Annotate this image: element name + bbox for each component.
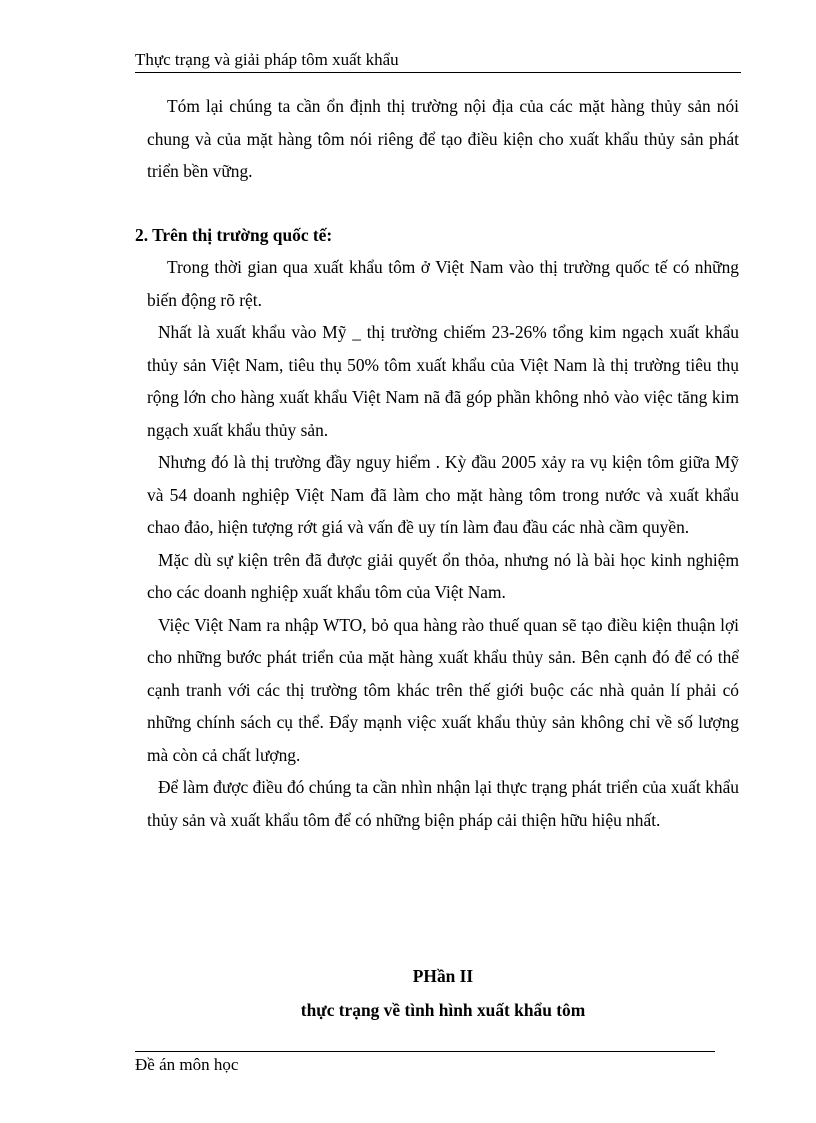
part-number: PHần II [412,966,474,986]
part-title: thực trạng về tình hình xuất khẩu tôm [300,1000,586,1020]
body-paragraph-5: Việc Việt Nam ra nhập WTO, bỏ qua hàng rào thuế quan sẽ tạo điều kiện thuận lợi cho những bước phát triển của mặt hàng xuất khẩu thủy sản. Bên cạnh đó để có thể cạnh tranh với các thị trường tôm khác trên thế giới buộc các nhà quản lí phải có những chính sách cụ thể. Đẩy mạnh việc xuất khẩu thủy sản không chỉ về số lượng mà còn cả chất lượng. [147,614,739,765]
page-footer [135,1053,238,1077]
footer-divider [135,1051,715,1052]
intro-paragraph: Tóm lại chúng ta cần ổn định thị trường nội địa của các mặt hàng thủy sản nói chung và của mặt hàng tôm nói riêng để tạo điều kiện cho xuất khẩu thủy sản phát triển bền vững. [147,96,739,181]
paragraph-spacer [147,188,739,219]
body-paragraph-1: Trong thời gian qua xuất khẩu tôm ở Việt Nam vào thị trường quốc tế có những biến động rõ rệt. [147,257,739,310]
document-body [135,90,739,836]
body-paragraph-4: Mặc dù sự kiện trên đã được giải quyết ổn thỏa, nhưng nó là bài học kinh nghiệm cho các doanh nghiệp xuất khẩu tôm của Việt Nam. [147,549,739,602]
body-paragraph-2: Nhất là xuất khẩu vào Mỹ _ thị trường chiếm 23-26% tổng kim ngạch xuất khẩu thủy sản Việt Nam, tiêu thụ 50% tôm xuất khẩu của Việt Nam là thị trường tiêu thụ rộng lớn cho hàng xuất khẩu Việt Nam nã đã góp phần không nhỏ vào việc tăng kim ngạch xuất khẩu thủy sản. [147,322,739,440]
body-paragraph-3: Nhưng đó là thị trường đầy nguy hiểm . Kỳ đầu 2005 xảy ra vụ kiện tôm giữa Mỹ và 54 doanh nghiệp Việt Nam đã làm cho mặt hàng tôm trong nước và xuất khẩu chao đảo, hiện tượng rớt giá và vấn đề uy tín làm đau đầu các nhà cầm quyền. [147,452,739,537]
section-heading: 2. Trên thị trường quốc tế: [135,224,333,245]
body-paragraph-6: Để làm được điều đó chúng ta cần nhìn nhận lại thực trạng phát triển của xuất khẩu thủy sản và xuất khẩu tôm để có những biện pháp cải thiện hữu hiệu nhất. [147,777,739,830]
footer-text: Đề án môn học [135,1055,239,1074]
page-header [135,48,741,73]
header-title: Thực trạng và giải pháp tôm xuất khẩu [135,50,399,69]
